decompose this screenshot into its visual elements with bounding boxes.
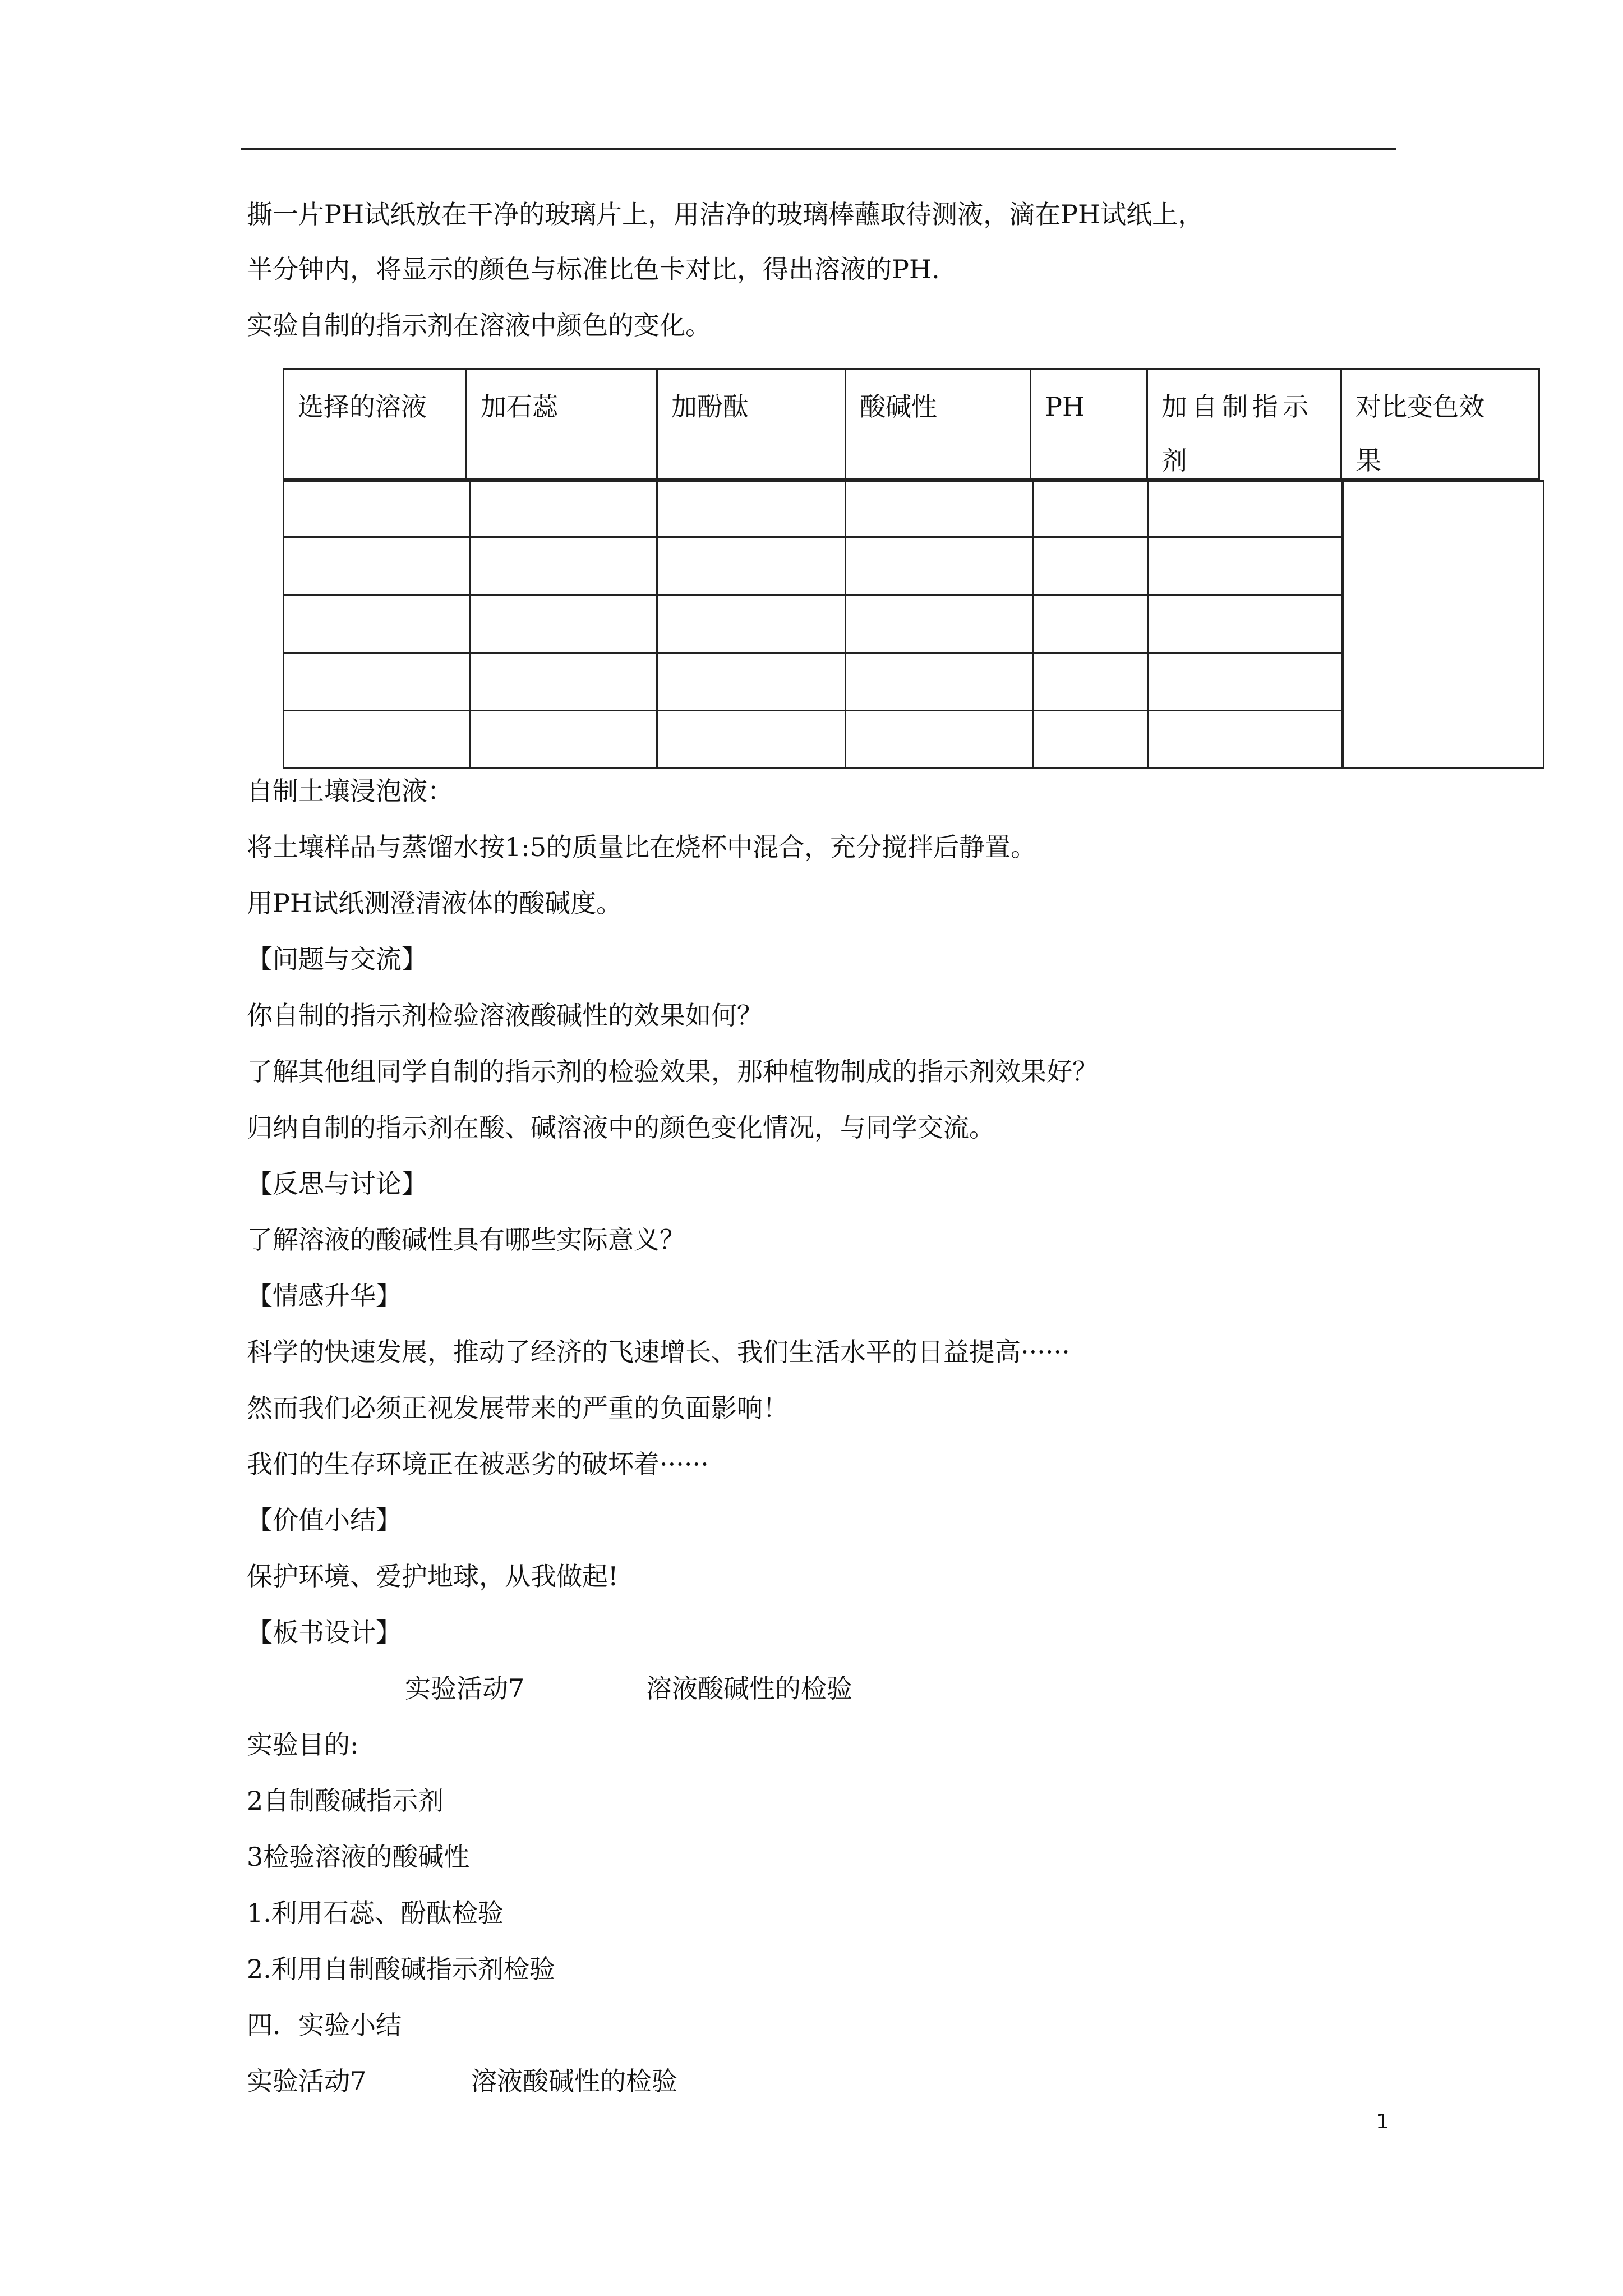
- table-cell: [846, 654, 1034, 710]
- board-line: 3检验溶液的酸碱性: [247, 1842, 470, 1872]
- table-header-cell: 加自制指示 剂: [1148, 370, 1342, 478]
- section-heading: 【价值小结】: [247, 1505, 402, 1535]
- table-header-cell: 加酚酞: [658, 370, 846, 478]
- table-cell: [658, 596, 846, 652]
- table-cell: [284, 482, 471, 538]
- table-cell: [471, 482, 658, 538]
- table-cell: [1034, 596, 1149, 652]
- intro-line-2: 半分钟内，将显示的颜色与标准比色卡对比，得出溶液的PH.: [247, 254, 940, 284]
- board-title-left: 实验活动7: [405, 1673, 525, 1704]
- body-line: 归纳自制的指示剂在酸、碱溶液中的颜色变化情况，与同学交流。: [247, 1112, 995, 1143]
- table-cell: [846, 596, 1034, 652]
- table-cell: [1149, 654, 1344, 710]
- table-cell: [284, 596, 471, 652]
- table-header-cell: 选择的溶液: [284, 370, 467, 478]
- board-line: 实验目的:: [247, 1729, 359, 1760]
- page-number: 1: [1376, 2110, 1389, 2133]
- table-cell: [658, 538, 846, 594]
- table-cell: [846, 482, 1034, 538]
- body-line: 科学的快速发展，推动了经济的飞速增长、我们生活水平的日益提高······: [247, 1337, 1070, 1367]
- table-row: [283, 596, 1344, 654]
- section-heading: 【情感升华】: [247, 1281, 402, 1311]
- table-cell: [1034, 654, 1149, 710]
- table-header-cell: 对比变色效 果: [1355, 392, 1484, 476]
- table-cell: [846, 711, 1034, 767]
- body-line: 然而我们必须正视发展带来的严重的负面影响！: [247, 1393, 789, 1423]
- body-line: 用PH试纸测澄清液体的酸碱度。: [247, 888, 623, 918]
- body-line: 了解其他组同学自制的指示剂的检验效果，那种植物制成的指示剂效果好？: [247, 1056, 1098, 1087]
- table-row: [283, 654, 1344, 711]
- intro-line-1: 撕一片PH试纸放在干净的玻璃片上，用洁净的玻璃棒蘸取待测液，滴在PH试纸上，: [247, 199, 1204, 229]
- section-heading: 【板书设计】: [247, 1617, 402, 1648]
- table-cell: [1034, 711, 1149, 767]
- body-line: 保护环境、爱护地球，从我做起!: [247, 1561, 619, 1591]
- table-cell: [284, 538, 471, 594]
- table-cell: [1034, 482, 1149, 538]
- body-line: 我们的生存环境正在被恶劣的破坏着······: [247, 1449, 709, 1479]
- table-merged-cell: [1341, 480, 1544, 769]
- table-cell: [846, 538, 1034, 594]
- header-rule: [241, 148, 1396, 150]
- table-cell: [471, 654, 658, 710]
- table-cell: [1149, 596, 1344, 652]
- table-cell: [658, 482, 846, 538]
- final-title-right: 溶液酸碱性的检验: [471, 2066, 677, 2096]
- table-cell: [1149, 538, 1344, 594]
- final-title-left: 实验活动7: [247, 2066, 367, 2096]
- table-cell: [471, 538, 658, 594]
- table-header-row: [283, 368, 1540, 480]
- body-line: 将土壤样品与蒸馏水按1:5的质量比在烧杯中混合，充分搅拌后静置。: [247, 832, 1037, 862]
- table-cell: [658, 654, 846, 710]
- table-cell: [1034, 538, 1149, 594]
- table-cell: [1149, 482, 1344, 538]
- board-title-right: 溶液酸碱性的检验: [646, 1673, 852, 1704]
- board-line: 2自制酸碱指示剂: [247, 1786, 444, 1816]
- body-line: 自制土壤浸泡液：: [247, 776, 453, 806]
- body-line: 了解溶液的酸碱性具有哪些实际意义？: [247, 1225, 685, 1255]
- intro-line-3: 实验自制的指示剂在溶液中颜色的变化。: [247, 310, 711, 341]
- table-header-cell: PH: [1031, 370, 1148, 478]
- body-line: 你自制的指示剂检验溶液酸碱性的效果如何？: [247, 1000, 763, 1030]
- table-cell: [471, 596, 658, 652]
- section-heading: 【问题与交流】: [247, 944, 427, 974]
- table-cell: [284, 654, 471, 710]
- table-row: [283, 480, 1344, 538]
- table-row: [283, 538, 1344, 596]
- board-line: 1.利用石蕊、酚酞检验: [247, 1898, 504, 1928]
- table-cell: [284, 711, 471, 767]
- section-heading: 【反思与讨论】: [247, 1168, 427, 1199]
- table-header-cell: 酸碱性: [846, 370, 1031, 478]
- table-row: [283, 711, 1344, 769]
- board-line: 2.利用自制酸碱指示剂检验: [247, 1954, 555, 1984]
- board-line: 四．实验小结: [247, 2010, 402, 2040]
- table-header-cell: 加石蕊: [467, 370, 658, 478]
- table-cell: [658, 711, 846, 767]
- table-cell: [471, 711, 658, 767]
- table-cell: [1149, 711, 1344, 767]
